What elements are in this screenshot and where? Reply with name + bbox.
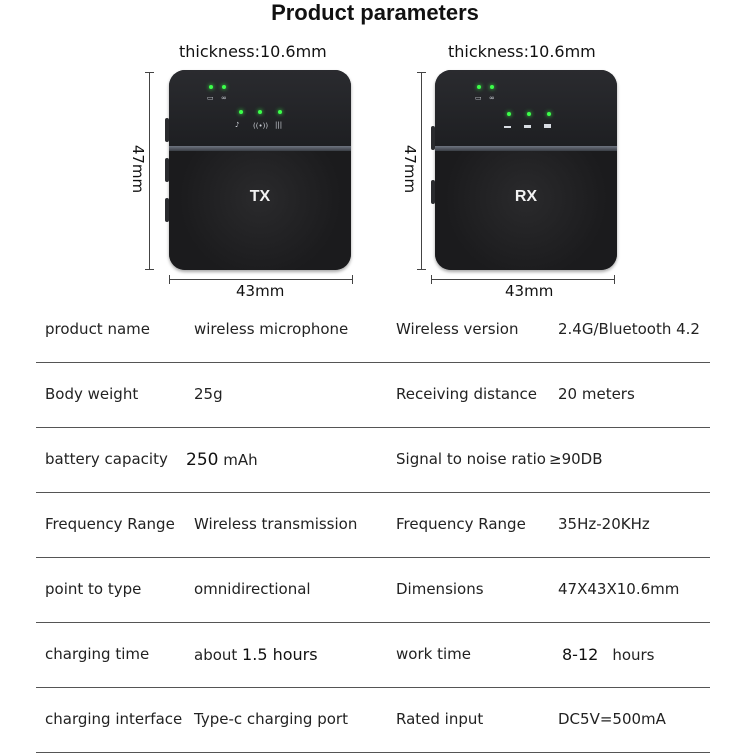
- battery-capacity-unit: mAh: [218, 451, 258, 469]
- param-value: [194, 645, 318, 664]
- link-icon: ∞: [489, 94, 495, 102]
- table-row: [36, 623, 710, 688]
- rx-width-line: [431, 279, 615, 280]
- work-time-unit: hours: [612, 646, 655, 664]
- battery-capacity-number: 250: [186, 450, 219, 470]
- rx-side-button-1: [431, 126, 435, 150]
- rx-side-button-2: [431, 180, 435, 204]
- rx-led-level-1: [507, 112, 511, 116]
- tx-height-tick-bottom: [145, 269, 154, 270]
- tx-led-noise: [278, 110, 282, 114]
- param-value: Type-c charging port: [194, 710, 348, 728]
- param-name: battery capacity: [45, 450, 168, 468]
- rx-led-link: [490, 85, 494, 89]
- page-title: Product parameters: [271, 0, 479, 25]
- tx-width-line: [169, 279, 353, 280]
- work-time-number: 8-12: [562, 645, 599, 664]
- battery-icon: ▭: [207, 94, 214, 102]
- param-name: charging time: [45, 645, 150, 663]
- rx-device: [435, 70, 617, 270]
- param-name: product name: [45, 320, 150, 338]
- param-value: [186, 450, 258, 470]
- tx-led-signal: [258, 110, 262, 114]
- param-value: 20 meters: [558, 385, 635, 403]
- tx-thickness-label: thickness:10.6mm: [179, 42, 327, 61]
- table-row: [36, 688, 710, 753]
- charging-time-prefix: about: [194, 646, 243, 664]
- link-icon: ∞: [221, 94, 227, 102]
- param-value: wireless microphone: [194, 320, 349, 338]
- table-row: [36, 428, 710, 493]
- tx-device-fabric: [169, 151, 351, 270]
- param-name: Signal to noise ratio: [396, 450, 546, 468]
- param-value: 47X43X10.6mm: [558, 580, 680, 598]
- rx-width-label: 43mm: [505, 282, 554, 300]
- table-row: [36, 363, 710, 428]
- rx-height-tick-top: [417, 72, 426, 73]
- signal-icon: ((•)): [253, 122, 269, 130]
- tx-led-battery: [209, 85, 213, 89]
- rx-led-battery: [477, 85, 481, 89]
- rx-led-level-3: [547, 112, 551, 116]
- battery-icon: ▭: [475, 94, 482, 102]
- param-value: ≥90DB: [549, 450, 603, 468]
- tx-device-top: [169, 70, 351, 146]
- tx-device: [169, 70, 351, 270]
- param-value: [562, 645, 655, 664]
- tx-width-tick-left: [169, 275, 170, 284]
- level-bar-icon: [504, 126, 511, 128]
- noise-icon: |||: [275, 121, 283, 129]
- level-bar-icon: [524, 125, 531, 128]
- table-row: [36, 493, 710, 558]
- param-value: Wireless transmission: [194, 515, 358, 533]
- param-value: 2.4G/Bluetooth 4.2: [558, 320, 700, 338]
- tx-side-button-2: [165, 158, 169, 182]
- rx-led-level-2: [527, 112, 531, 116]
- rx-device-top: [435, 70, 617, 146]
- rx-height-label: 47mm: [401, 144, 420, 194]
- tx-led-mic: [239, 110, 243, 114]
- tx-width-label: 43mm: [236, 282, 285, 300]
- level-bar-icon: [544, 124, 551, 128]
- tx-led-link: [222, 85, 226, 89]
- param-name: Frequency Range: [396, 515, 526, 533]
- param-name: charging interface: [45, 710, 183, 728]
- param-name: Body weight: [45, 385, 139, 403]
- tx-side-button-1: [165, 118, 169, 142]
- param-name: Frequency Range: [45, 515, 175, 533]
- param-name: Receiving distance: [396, 385, 538, 403]
- tx-side-button-3: [165, 198, 169, 222]
- rx-height-line: [421, 72, 422, 270]
- table-row: [36, 558, 710, 623]
- param-value: 25g: [194, 385, 223, 403]
- tx-width-tick-right: [352, 275, 353, 284]
- rx-label: RX: [514, 188, 538, 205]
- tx-height-label: 47mm: [129, 144, 148, 194]
- param-value: omnidirectional: [194, 580, 311, 598]
- param-name: work time: [396, 645, 471, 663]
- mic-icon: ♪: [235, 121, 240, 129]
- param-value: DC5V=500mA: [558, 710, 666, 728]
- param-name: Rated input: [396, 710, 484, 728]
- rx-device-fabric: [435, 151, 617, 270]
- tx-height-line: [149, 72, 150, 270]
- tx-height-tick-top: [145, 72, 154, 73]
- param-value: 35Hz-20KHz: [558, 515, 650, 533]
- tx-label: TX: [249, 188, 271, 205]
- param-name: Dimensions: [396, 580, 484, 598]
- param-name: Wireless version: [396, 320, 519, 338]
- rx-width-tick-right: [614, 275, 615, 284]
- rx-width-tick-left: [431, 275, 432, 284]
- rx-height-tick-bottom: [417, 269, 426, 270]
- table-row: [36, 298, 710, 363]
- rx-thickness-label: thickness:10.6mm: [448, 42, 596, 61]
- param-name: point to type: [45, 580, 142, 598]
- charging-time-value: 1.5 hours: [242, 645, 318, 664]
